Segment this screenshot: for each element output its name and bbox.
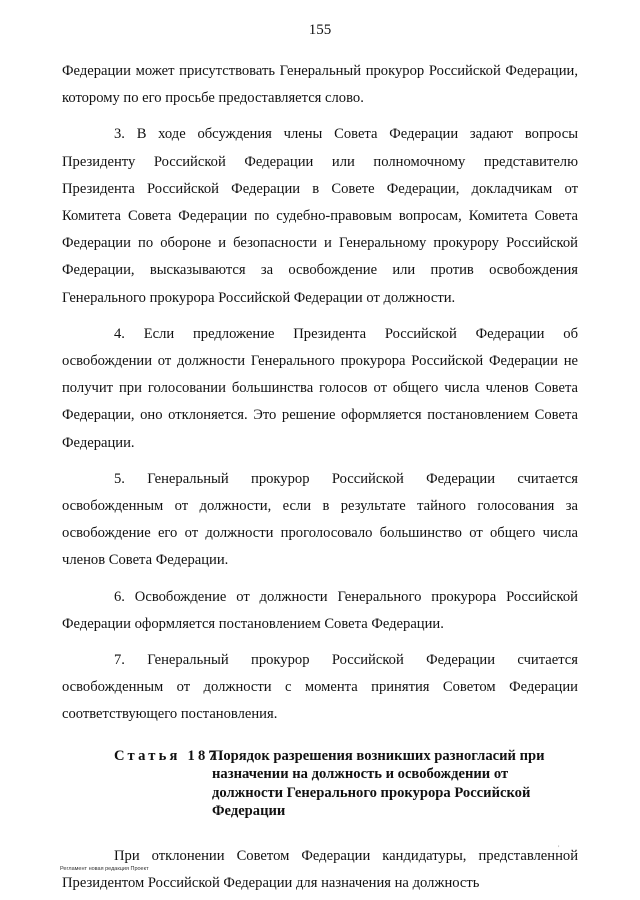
paragraph-item-6: 6. Освобождение от должности Генерального прокурора Российской Федерации оформляется постановлением Совета Федерации. [62, 588, 578, 632]
article-heading [62, 747, 578, 821]
paragraph-continuation: Федерации может присутствовать Генеральный прокурор Российской Федерации, которому по его просьбе предоставляется слово. [62, 63, 578, 107]
paragraph-article-187: При отклонении Советом Федерации кандидатуры, представленной Президентом Российской Федерации для назначения на должность [62, 847, 578, 891]
paragraph-item-7: 7. Генеральный прокурор Российской Федерации считается освобожденным от должности с момента принятия Советом Федерации соответствующего постановления. [62, 652, 578, 723]
page-footer: Регламент новая редакция Проект [60, 866, 149, 872]
page-number: 155 [308, 22, 332, 38]
document-body [62, 58, 578, 897]
paragraph-item-5: 5. Генеральный прокурор Российской Федерации считается освобожденным от должности, если в результате тайного голосования за освобождение его от должности проголосовало большинство от общего числа членов Совета Федерации. [62, 470, 578, 569]
paragraph-item-3: 3. В ходе обсуждения члены Совета Федерации задают вопросы Президенту Российской Федерации или полномочному представителю Президента Российской Федерации в Совете Федерации, докладчикам от Комитета Совета Федерации по судебно-правовым вопросам, Комитета Совета Федерации по обороне и безопасности и Генеральному прокурору Российской Федерации, высказываются за освобождение или против освобождения Генерального прокурора Российской Федерации от должности. [62, 126, 578, 306]
article-number: Статья 187. [114, 747, 226, 764]
article-title: Порядок разрешения возникших разногласий при назначении на должность и освобождении от должности Генерального прокурора Российской Федерации [212, 747, 545, 820]
paragraph-item-4: 4. Если предложение Президента Российской Федерации об освобождении от должности Генерального прокурора Российской Федерации не получит при голосовании большинства голосов от общего числа членов Совета Федерации, оно отклоняется. Это решение оформляется постановлением Совета Федерации. [62, 325, 578, 451]
corner-mark: , [558, 842, 560, 848]
